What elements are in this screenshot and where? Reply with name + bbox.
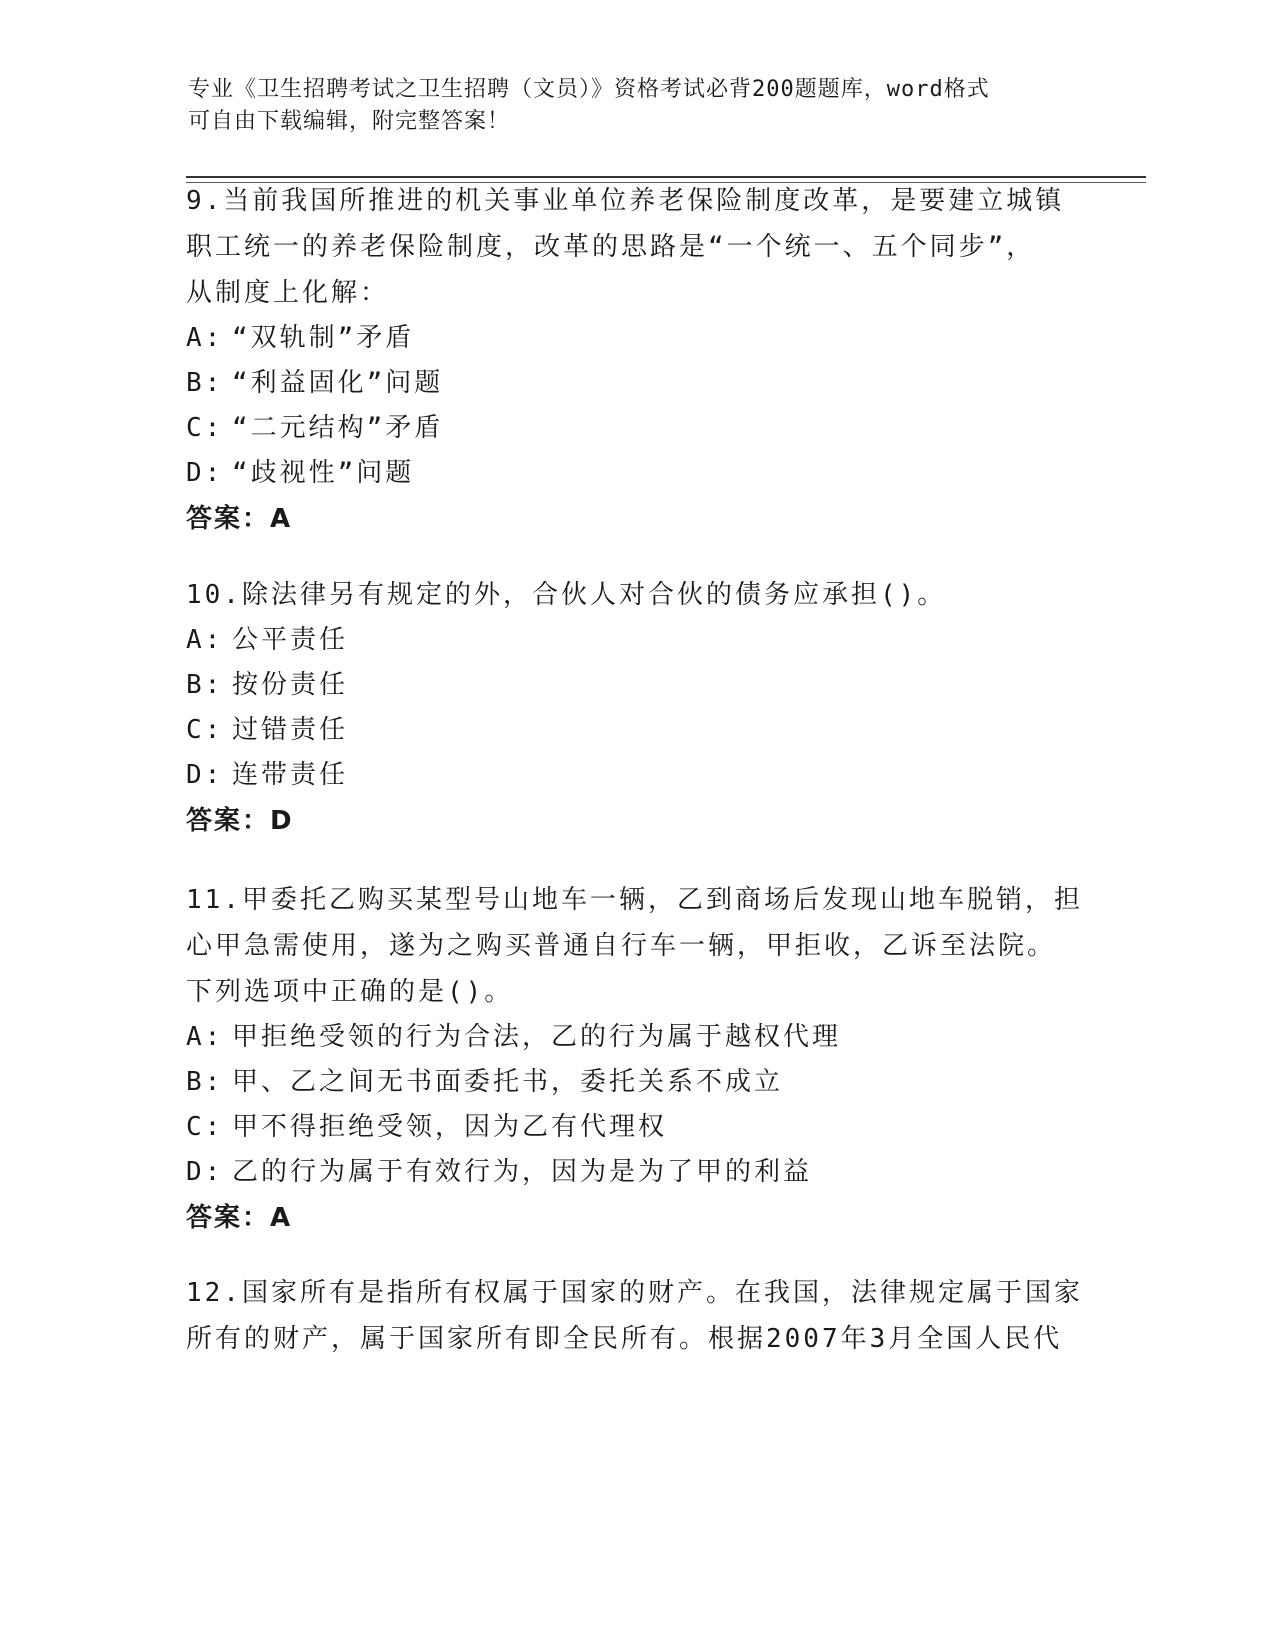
option-a (186, 316, 1086, 361)
answer-line (186, 496, 1086, 542)
option-a (186, 618, 1086, 663)
option-letter: C: (186, 715, 224, 745)
header-line-2: 可自由下载编辑，附完整答案！ (188, 109, 511, 134)
option-text: “利益固化”问题 (232, 368, 444, 398)
option-text: 甲、乙之间无书面委托书，委托关系不成立 (232, 1067, 784, 1097)
question-11 (186, 877, 1086, 1241)
question-text-line: 9.当前我国所推进的机关事业单位养老保险制度改革，是要建立城镇 (186, 186, 1065, 216)
option-d (186, 753, 1086, 798)
option-text: “歧视性”问题 (232, 458, 415, 488)
option-letter: C: (186, 1112, 224, 1142)
option-text: 按份责任 (232, 670, 349, 700)
question-text-line: 10.除法律另有规定的外，合伙人对合伙的债务应承担()。 (186, 580, 947, 610)
question-12 (186, 1270, 1086, 1362)
header-line-1: 专业《卫生招聘考试之卫生招聘（文员）》资格考试必背200题题库，word格式 (188, 77, 990, 102)
answer-value: A (270, 1203, 293, 1233)
answer-line (186, 1195, 1086, 1241)
question-text-line: 12.国家所有是指所有权属于国家的财产。在我国，法律规定属于国家 (186, 1278, 1083, 1308)
option-d (186, 1150, 1086, 1195)
option-text: 甲不得拒绝受领，因为乙有代理权 (232, 1112, 668, 1142)
option-text: 甲拒绝受领的行为合法，乙的行为属于越权代理 (232, 1022, 842, 1052)
option-b (186, 361, 1086, 406)
option-letter: C: (186, 413, 224, 443)
option-letter: B: (186, 670, 224, 700)
question-10 (186, 572, 1086, 844)
answer-value: D (270, 806, 294, 836)
option-text: “二元结构”矛盾 (232, 413, 444, 443)
option-letter: B: (186, 1067, 224, 1097)
option-a (186, 1015, 1086, 1060)
option-text: 乙的行为属于有效行为，因为是为了甲的利益 (232, 1157, 813, 1187)
document-header (188, 74, 1088, 138)
option-letter: D: (186, 458, 224, 488)
option-c (186, 406, 1086, 451)
question-text-line: 下列选项中正确的是()。 (186, 977, 514, 1007)
answer-label: 答案： (186, 806, 271, 836)
question-text-line: 从制度上化解： (186, 278, 390, 308)
option-c (186, 1105, 1086, 1150)
option-letter: A: (186, 1022, 224, 1052)
answer-label: 答案： (186, 1203, 271, 1233)
option-b (186, 663, 1086, 708)
option-text: “双轨制”矛盾 (232, 323, 415, 353)
option-text: 连带责任 (232, 760, 349, 790)
option-letter: B: (186, 368, 224, 398)
option-letter: D: (186, 1157, 224, 1187)
option-b (186, 1060, 1086, 1105)
answer-line (186, 798, 1086, 844)
answer-value: A (270, 504, 293, 534)
option-c (186, 708, 1086, 753)
question-text-line: 所有的财产，属于国家所有即全民所有。根据2007年3月全国人民代 (186, 1324, 1063, 1354)
answer-label: 答案： (186, 504, 271, 534)
option-text: 公平责任 (232, 625, 349, 655)
question-9 (186, 178, 1086, 542)
question-text-line: 11.甲委托乙购买某型号山地车一辆，乙到商场后发现山地车脱销，担 (186, 885, 1083, 915)
option-text: 过错责任 (232, 715, 349, 745)
question-text-line: 职工统一的养老保险制度，改革的思路是“一个统一、五个同步”， (186, 232, 1036, 262)
option-letter: A: (186, 323, 224, 353)
option-letter: A: (186, 625, 224, 655)
option-letter: D: (186, 760, 224, 790)
option-d (186, 451, 1086, 496)
question-text-line: 心甲急需使用，遂为之购买普通自行车一辆，甲拒收，乙诉至法院。 (186, 931, 1057, 961)
